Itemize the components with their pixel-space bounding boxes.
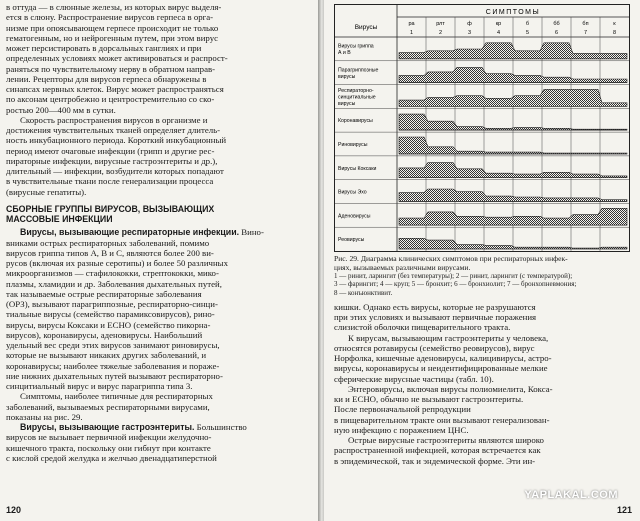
column-abbr-1: ра: [408, 21, 415, 27]
right-page-text: [334, 302, 630, 466]
left-page-text: [6, 2, 312, 463]
row-label: Реовирусы: [338, 237, 365, 244]
paragraph-herpes-spread: в оттуда — в слюнные железы, из которых вирус выделя- ется в слюну. Распространение вирусов герпеса в орга- низме при опоясывающем герпесе происходит не только гематогенным, но и нейрогенным путем, при этом вирус может персистировать в дорсальных ганглиях и при определенных условиях может активироваться и распрост- раняться по чувствительному нерву в обратном направ- лении. Рецепторы для вирусов герпеса обнаружены в синапсах нервных клеток. Вирус может распространяться по аксонам центробежно и центростремительно со ско- ростью 200—400 мм в сутки.: [6, 2, 228, 115]
symptom-diagram: [334, 4, 630, 252]
left-page: [0, 0, 318, 521]
header-symptoms: СИМПТОМЫ: [485, 9, 541, 16]
page-number-right: 121: [616, 505, 632, 515]
paragraph-symptoms: Симптомы, наиболее типичные для респираторных заболеваний, вызываемых респираторными вирусами, показаны на рис. 29.: [6, 391, 213, 422]
column-number-3: 3: [467, 30, 472, 36]
row-label: Вирусы гриппа: [338, 43, 374, 50]
row-label: Аденовирусы: [338, 213, 371, 220]
row-label: А и В: [338, 50, 351, 57]
column-number-6: 6: [554, 30, 559, 36]
figure-legend: 1 — ринит, ларингит (без температуры); 2 — ринит, ларингит (с температурой); 3 — фарингит; 4 — круп; 5 — бронхит; 6 — бронхиолит; 7 — бронхопневмония; 8 — конъюнктивит.: [334, 272, 577, 297]
row-label: вирусы: [338, 100, 356, 107]
section-heading: СБОРНЫЕ ГРУППЫ ВИРУСОВ, ВЫЗЫВАЮЩИХ МАССОВЫЕ ИНФЕКЦИИ: [6, 203, 215, 224]
paragraph-gastro: Вирусы, вызывающие гастроэнтериты. Большинство вирусов не вызывает первичной инфекции желудочно- кишечного тракта, поскольку они гибнут при контакте с кислой средой желудка и желчью двенадцатиперстной: [6, 422, 247, 463]
paragraph-gastro-viruses: К вирусам, вызывающим гастроэнтериты у человека, относятся ротавирусы (семейство реовирусов), вирус Норфолка, кишечные аденовирусы, калицивирусы, астро- вирусы, коронавирусы и неидентифицированные мелкие сферические вирусные частицы (табл. 10).: [334, 332, 552, 384]
right-page: [324, 0, 640, 521]
column-number-7: 7: [583, 30, 588, 36]
column-abbr-4: кр: [495, 21, 502, 27]
column-abbr-8: к: [613, 21, 616, 27]
column-number-1: 1: [409, 30, 414, 36]
row-label: Парагриппозные: [338, 67, 379, 74]
row-label: Вирусы Коксаки: [338, 165, 377, 172]
figure-caption: Рис. 29. Диаграмма клинических симптомов при респираторных инфек- циях, вызываемых различными вирусами.: [334, 254, 568, 272]
paragraph-incubation: Скорость распространения вирусов в организме и достижения чувствительных тканей определяет длитель- ность инкубационного периода. Короткий инкубационный период имеют очаговые инфекции (грипп и другие рес- пираторные инфекции, вирусные гастроэнтериты и др.), длительный — инфекции, возбудители которых попадают в чувствительные ткани после генерализации процесса (вирусные гепатиты).: [6, 114, 227, 197]
column-number-5: 5: [525, 30, 530, 36]
row-label: Вирусы Эхо: [338, 189, 367, 196]
column-abbr-2: рлт: [436, 21, 445, 27]
column-number-2: 2: [438, 30, 443, 36]
symptom-diagram-svg: [335, 5, 629, 251]
gastro-heading: Вирусы, вызывающие гастроэнтериты.: [20, 422, 195, 432]
column-abbr-7: бп: [582, 21, 589, 27]
paragraph-enteroviruses: Энтеровирусы, включая вирусы полиомиелита, Кокса- ки и ECHO, обычно не вызывают гастроэнтериты. После первоначальной репродукции в пищеварительном тракте они вызывают генерализован- ную инфекцию с поражением ЦНС.: [334, 383, 553, 435]
page-number-left: 120: [6, 505, 22, 515]
column-abbr-5: б: [525, 21, 530, 27]
row-label: вирусы: [338, 73, 356, 80]
respiratory-heading: Вирусы, вызывающие респираторные инфекции.: [20, 227, 240, 238]
row-label: Респираторно-: [338, 88, 374, 95]
paragraph-respiratory: Вирусы, вызывающие респираторные инфекции. Вино- вниками острых респираторных заболеваний, помимо вирусов гриппа типов А, В и С, являются более 200 ви- русов (включая их разные серотипы) и более 50 различных микроорганизмов — стафилококки, стрептококки, мико- плазмы, хламидии и др. Заболевания дыхательных путей, так называемые острые респираторные заболевания (ОРЗ), вызывают парагриппозные, респираторно-синци- тиальные вирусы (семейство парамиксовирусов), рино- вирусы, вирусы Коксаки и ECHO (семейство пикорна- вирусов), коронавирусы, аденовирусы. Наибольший удельный вес среди этих вирусов занимают риновирусы, которые не вызывают никаких других заболеваний, и коронавирусы; наиболее тяжелые заболевания и пораже- ние нижних дыхательных путей вызывают респираторно- синцитиальный вирус и вирус парагриппа типа 3.: [6, 227, 264, 391]
column-number-8: 8: [612, 30, 617, 36]
row-label: Риновирусы: [338, 142, 368, 148]
watermark: YAPLAKAL.COM: [524, 489, 618, 501]
row-label: Коронавирусы: [338, 118, 373, 125]
column-abbr-3: ф: [467, 21, 472, 27]
row-label: синцитиальные: [338, 94, 376, 101]
column-number-4: 4: [496, 30, 501, 36]
header-viruses: Вирусы: [354, 24, 378, 31]
paragraph-acute-gastro: Острые вирусные гастроэнтериты являются широко распространенной инфекцией, которая встречается как в эпидемической, так и эндемической форме. Эти ин-: [334, 435, 544, 466]
column-abbr-6: бб: [553, 21, 560, 27]
paragraph-intestine: кишки. Однако есть вирусы, которые не разрушаются при этих условиях и вызывают первичные поражения слизистой оболочки пищеварительного тракта.: [334, 301, 537, 333]
